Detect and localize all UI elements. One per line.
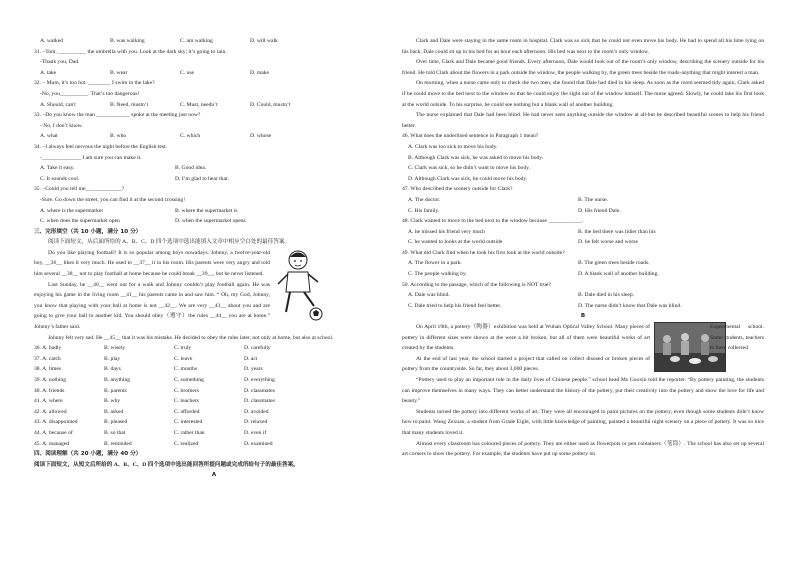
section-3-heading: 三、完形填空（共 10 小题，满分 10 分）: [34, 228, 142, 235]
option: C. realized: [174, 440, 199, 447]
option: 37. A. catch: [34, 355, 61, 362]
option: B. anything: [104, 377, 131, 383]
section-4-instructions: 阅读下面短文，从短文后所给的 A、B、C、D 四个选项中选出能回答所提问题或完成所给句子的最佳答案。: [34, 461, 299, 468]
right-column: [402, 36, 764, 460]
option: C. am walking: [180, 38, 213, 44]
option: B. The nurse.: [578, 196, 609, 203]
question-49: 49. What did Clark find when he took his first look at the world outside?: [402, 249, 565, 256]
passage-b-paragraph-3: “Pottery used to play an important role in the daily lives of Chinese people.” school head Ms Guoxin told the reporter. “By pottery painting, the students can improve themselves in many ways. They can better understand the history of the pottery, put their creativity into the pottery and show the love for life and beauty.”: [402, 377, 764, 405]
option: B. so that: [104, 429, 126, 436]
cloze-options-37: [34, 354, 394, 365]
option: 42. A. allowed: [34, 408, 67, 415]
option: D. classmates: [244, 398, 275, 405]
option: B. where the supermarket is: [175, 207, 238, 214]
q48-options-2: [402, 237, 764, 248]
cloze-options-36: [34, 343, 394, 354]
q46-option-d: D. Although Clark was sick, he could move his body.: [408, 175, 528, 182]
option: C. which: [180, 133, 201, 140]
option: D. act: [244, 355, 258, 362]
question-34-reply: -______________ I am sure you can make it.: [40, 154, 142, 161]
q50-options-2: [402, 301, 764, 312]
option: A. Take it easy.: [40, 165, 75, 172]
option: 40. A. friends: [34, 387, 65, 394]
option: B. why: [104, 398, 121, 405]
part-a-label: A: [211, 472, 217, 479]
q49-options-2: [402, 269, 764, 280]
option: D. when the supermarket opens: [175, 218, 246, 225]
option: C. rather than: [174, 429, 205, 436]
passage-b-side-text: Experimental school. Some students, teachers to have collected: [710, 324, 764, 352]
option: B. asked: [104, 408, 124, 415]
option: C. truly: [174, 345, 192, 352]
question-32-reply: -No, you__________. That’s too dangerous!: [40, 90, 140, 97]
option: C. brothers: [174, 387, 199, 394]
option: D. make: [250, 69, 269, 76]
question-33-reply: - No, I don’t know.: [40, 122, 83, 129]
question-35: 35. –Could you tell me_____________?: [34, 186, 125, 193]
question-48: 48. Clark wanted to move to the bed next to the window because ____________.: [402, 218, 584, 225]
q48-options-1: [402, 227, 764, 238]
option: C. use: [180, 69, 194, 76]
option: C. when does the supermarket open: [40, 218, 120, 225]
option: A. walked: [40, 38, 63, 44]
option: D. will walk: [250, 38, 278, 44]
q35-options-2: [34, 216, 394, 227]
question-32: 32. – Mum, it’s too hot. ________ I swim in the lake?: [34, 80, 155, 87]
option: B. Dale died in his sleep.: [578, 292, 635, 299]
q46-option-c: C. Clark was sick, so he didn’t want to move his body.: [408, 165, 530, 172]
cloze-options-45: [34, 439, 394, 450]
option: C. teachers: [174, 398, 199, 405]
q50-options-1: [402, 290, 764, 301]
passage-b-paragraph-2: At the end of last year, the school started a project that called on collect disused or broken pieces of pottery from the countryside. So far, they about 3,000 pieces.: [402, 355, 650, 373]
passage-b-paragraph-1: On April 19th, a pottery（陶器）exhibition was held at Wuhan Optical Valley School. Many pieces of pottery in different sizes were shown at the were a bit broken, but all of them were beautiful works of art created by the students.: [402, 324, 650, 352]
option: C. afforded: [174, 408, 200, 415]
option: C. Dale tried to help his friend feel better.: [408, 302, 502, 309]
passage-a-paragraph-2: Over time, Clark and Dale became good friends. Every afternoon, Dale would look out of the room’s only window, describing the scenery outside for his friend. He told Clark about the flowers in a park outside the window, the people walking by, the green trees beside the roads-anything that might interest a man.: [402, 59, 764, 76]
cloze-options-38: [34, 364, 394, 375]
passage-a-paragraph-4: The nurse explained that Dale had been blind. He had never seen anything outside the window at all-but he described beautiful scenes to help his friend better.: [402, 112, 764, 129]
option: B. was walking: [110, 38, 145, 44]
option: D. classmates: [244, 387, 275, 394]
option: B. reminded: [104, 440, 132, 447]
option: B. who: [110, 133, 127, 140]
option: D. Could, mustn’t: [250, 101, 291, 108]
q34-options-1: [34, 163, 394, 174]
passage-b-paragraph-5: Almost every classroom has coloured pieces of pottery. They are either used as flowerpots or pen containers（笔筒）. The school has also set up several art corners to show the pottery. For example, the students have put up some pottery on: [402, 440, 764, 458]
cloze-paragraph-3: Johnny felt very sad. He __45__ that it was his mistake. He decided to obey the rules later, not only at home, but also at school.: [48, 334, 334, 341]
question-50: 50. According to the passage, which of the following is NOT true?: [402, 281, 551, 288]
part-b-label: B: [580, 313, 586, 320]
option: B. wisely: [104, 345, 126, 352]
option: C. The people walking by.: [408, 271, 467, 278]
cloze-options-44: [34, 428, 394, 439]
section-3-instructions: 阅读下面短文，从后面所给的 A、B、C、D 四个选项中选出能填入文章中相应空白处的最佳答案。: [48, 239, 291, 246]
passage-a-paragraph-1: Clark and Dale were staying in the same room in hospital. Clark was so sick that he could not even move his body. He had to spend all his time lying on his back. Dale could sit up in his bed for an hour each afternoon. His bed was next to the room’s only window.: [402, 38, 764, 55]
section-4-heading: 四、阅读理解（共 20 小题，满分 40 分）: [34, 451, 142, 458]
option: B. the bed there was tidier than his: [578, 228, 656, 235]
cloze-paragraph-2: Last Sunday, he __40__ went out for a walk and Johnny couldn’t play football again. He was enjoying his game in the living room __41__ his parents came in and saw him. “ Oh, my God, Johnny, you know that playing with your ball at home is not __42__. We are very __43__ about you and are going to give your ball to another kid. You should obey（遵守）the rules __44__ you are at home.” Johnny’s father said.: [34, 281, 270, 331]
option: A. he missed his friend very much: [408, 228, 485, 235]
question-35-reply: -Sure. Go down the street, you can find it at the second crossing!: [40, 196, 186, 203]
q34-options-2: [34, 174, 394, 185]
cloze-options-40: [34, 386, 394, 397]
option: A. take: [40, 69, 57, 76]
option: D. carefully: [244, 345, 271, 352]
option: 38. A. times: [34, 366, 62, 373]
option: B. The green trees beside roads.: [578, 260, 650, 267]
cloze-paragraph-1: Do you like playing football? It is so popular among boys nowadays. Johnny, a twelve-year-old boy, __36__ likes it very much. He used to __37__ it in his room. His parents were very angry and told him several __38__ not to play football at home because he could break __39__, but he never listened.: [34, 249, 270, 278]
cloze-options-39: [34, 375, 394, 386]
option: 36. A. badly: [34, 345, 62, 352]
option: B. days: [104, 366, 121, 373]
option: A. where is the supermarket: [40, 207, 103, 214]
cloze-options-42: [34, 407, 394, 418]
question-34: 34. –I always feel nervous the night before the English test.: [34, 143, 167, 150]
q33-options: [34, 131, 394, 142]
option: 43. A. disappointed: [34, 419, 78, 426]
option: D. whose: [250, 133, 272, 140]
option: C. It sounds cool.: [40, 175, 80, 182]
option: A. Dale was blind.: [408, 292, 450, 299]
passage-b-top: [402, 322, 764, 375]
option: D. everything: [244, 377, 275, 383]
option: C. interested: [174, 419, 203, 426]
q47-options-1: [402, 195, 764, 206]
q49-options-1: [402, 258, 764, 269]
option: A. The doctor.: [408, 196, 441, 203]
option: C. His family.: [408, 207, 440, 214]
option: C. something: [174, 377, 204, 383]
q35-options-1: [34, 206, 394, 217]
q46-option-b: B. Although Clark was sick, he was asked to move his body.: [408, 154, 544, 161]
option: B. Need, mustn’t: [110, 101, 149, 108]
boy-football-illustration: [274, 248, 326, 322]
q31-options: [34, 68, 394, 79]
question-31-reply: -Thank you, Dad.: [40, 59, 80, 66]
option: B. pleased: [104, 419, 128, 426]
question-33: 33. –Do you know the man ____________ spoke at the meeting just now?: [34, 112, 201, 119]
option: D. The nurse didn’t know that Dale was blind.: [578, 302, 682, 309]
option: C. months: [174, 366, 198, 373]
passage-b-paragraph-4: Students turned the pottery into different works of art. They were all encouraged to paint pictures on the pottery, even though some students didn’t know how to paint. Wang Zexuan, a student from Grade Eight, with little knowledge of painting, painted a beautiful night scenery on a piece of pottery. It was so nice that many students loved it.: [402, 408, 764, 436]
cloze-options-43: [34, 417, 394, 428]
option: C. leave: [174, 355, 193, 362]
option: B. Good idea.: [175, 165, 207, 172]
option: B. parents: [104, 387, 127, 394]
question-47: 47. Who described the scenery outside for Clark?: [402, 186, 513, 193]
cloze-options-41: [34, 396, 394, 407]
passage-a-paragraph-3: On morning, when a nurse came only to check the two men, she found that Dale had died in his sleep. As soon as the room seemed tidy again, Clark asked if he could move to the bed next to the window so that he could enjoy the sight out of the window himself. The nurse agreed. Slowly, he could take his first look at the world outside. To his surprise, he could see nothing but a blank wall of another building.: [402, 80, 764, 108]
option: D. examined: [244, 440, 273, 447]
option: A. The flower in a park.: [408, 260, 462, 267]
question-31: 31. –Tom, __________ the umbrella with you. Look at the dark sky; it’s going to rain.: [34, 48, 227, 55]
option: 41. A. where: [34, 398, 63, 405]
q32-options: [34, 100, 394, 111]
option: A. what: [40, 133, 58, 140]
option: A. Should, can't: [40, 101, 76, 108]
option: D. he felt worse and worse: [578, 239, 638, 246]
option: B. play: [104, 355, 121, 362]
option: B. wear: [110, 69, 128, 76]
q47-options-2: [402, 206, 764, 217]
option: 39. A. nothing: [34, 377, 67, 383]
option: C. Must, needn’t: [180, 101, 218, 108]
option: D. I’m glad to hear that.: [175, 175, 229, 182]
option: 45. A. managed: [34, 440, 70, 447]
q30-options: [34, 36, 394, 47]
option: D. years: [244, 366, 263, 373]
option: C. he wanted to looks at the world outside: [408, 239, 503, 246]
option: D. avoided: [244, 408, 269, 415]
option: D. A blank wall of another building.: [578, 271, 659, 278]
q46-option-a: A. Clark was too sick to move his body.: [408, 143, 498, 150]
cloze-passage: [34, 248, 394, 343]
option: D. relaxed: [244, 419, 268, 426]
question-46: 46. What does the underlined sentence in Paragraph 1 mean?: [402, 133, 539, 140]
option: 44. A. because of: [34, 429, 73, 436]
option: D. His friend Dale.: [578, 207, 621, 214]
option: D. even if: [244, 429, 267, 436]
left-column: [34, 36, 394, 481]
